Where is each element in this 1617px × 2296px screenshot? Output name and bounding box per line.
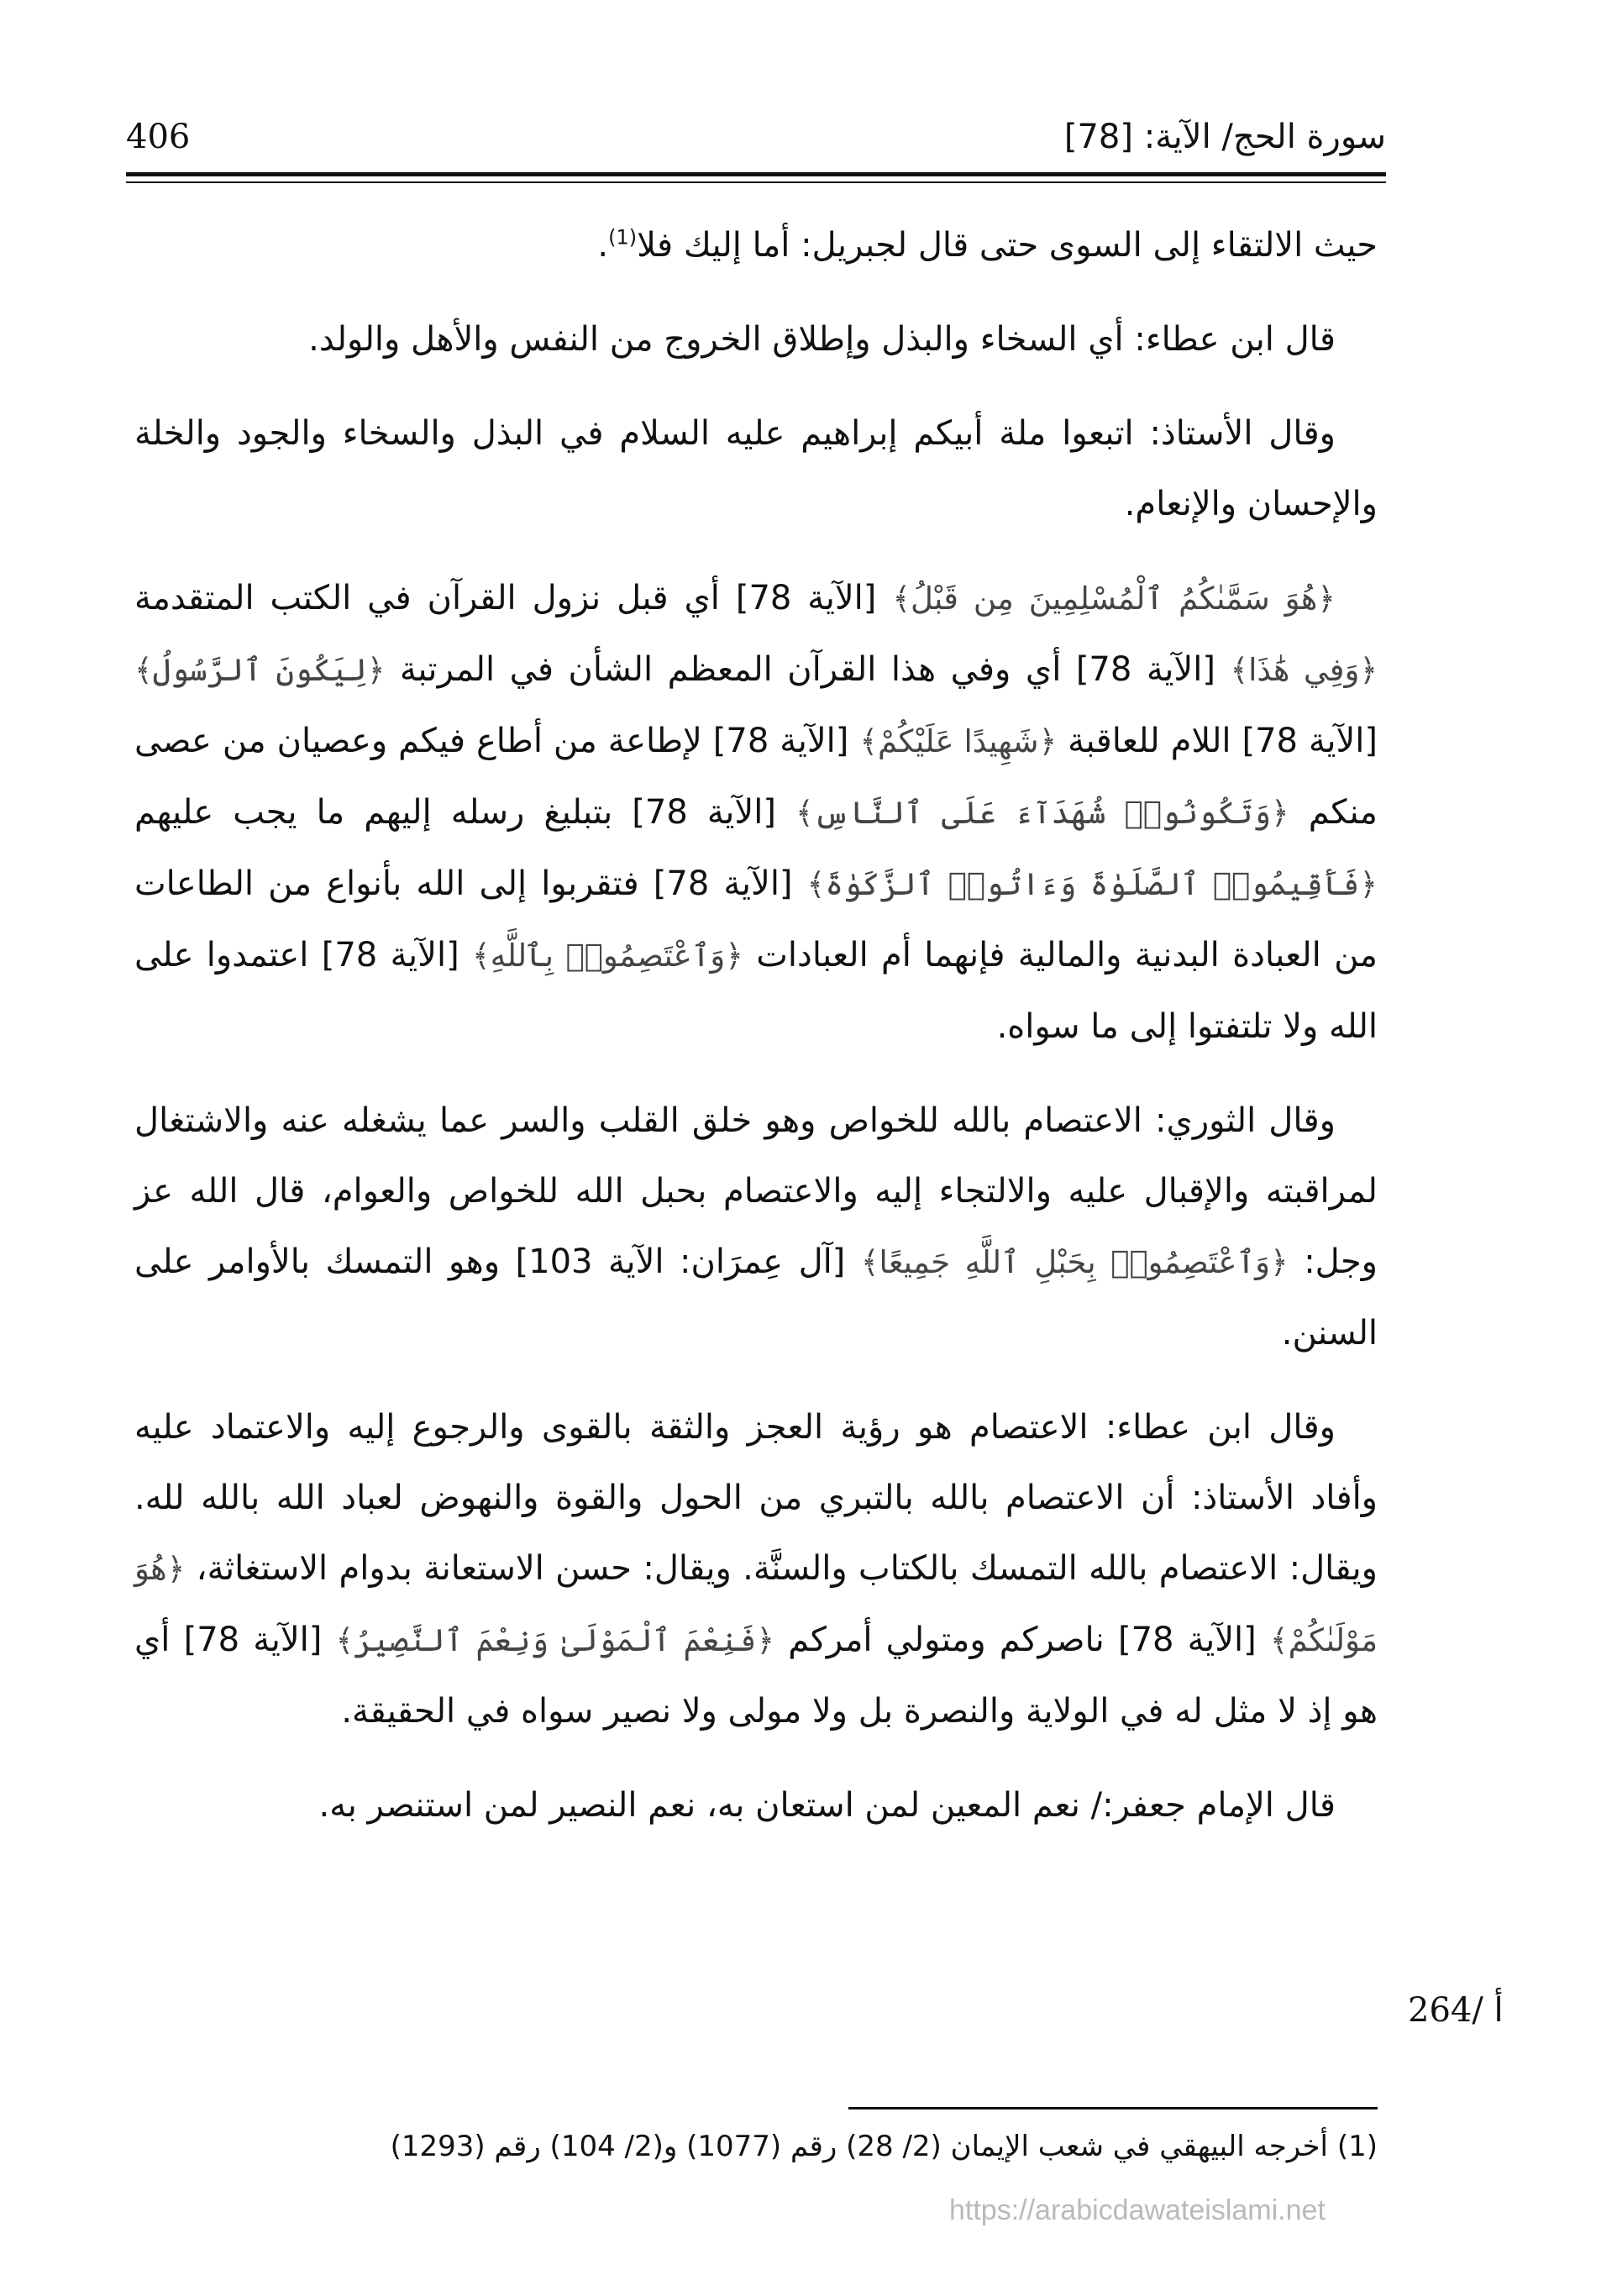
quran-verse: ﴿فَأَقِيمُوا۟ ٱلصَّلَوٰةَ وَءَاتُوا۟ ٱلزَّكَوٰةَ﴾ bbox=[806, 866, 1378, 902]
paragraph bbox=[134, 398, 1378, 539]
text-segment: قال ابن عطاء: أي السخاء والبذل وإطلاق الخروج من النفس والأهل والولد. bbox=[308, 320, 1336, 359]
page-header bbox=[126, 118, 1386, 168]
footnote-marker: (1) bbox=[608, 225, 638, 250]
text-segment: [الآية 78] لإطاعة من أطاع فيكم وعصيان من عصى منكم bbox=[134, 722, 1378, 832]
text-segment: . bbox=[597, 226, 609, 265]
text-segment: وقال الأستاذ: اتبعوا ملة أبيكم إبراهيم عليه السلام في البذل والسخاء والجود والخلة والإحسان والإنعام. bbox=[134, 414, 1378, 523]
watermark-url: https://arabicdawateislami.net bbox=[949, 2194, 1326, 2226]
text-segment: [الآية 78] فتقربوا إلى الله بأنواع من الطاعات من العبادة البدنية والمالية فإنهما أم العبادات bbox=[134, 864, 1378, 975]
quran-verse: ﴿وَٱعْتَصِمُوا۟ بِحَبْلِ ٱللَّهِ جَمِيعًا﴾ bbox=[860, 1244, 1289, 1280]
text-segment: حيث الالتقاء إلى السوى حتى قال لجبريل: أما إليك فلا bbox=[637, 226, 1378, 265]
margin-folio-note: 264/ أ bbox=[1408, 1991, 1504, 2030]
quran-verse: ﴿لِيَكُونَ ٱلرَّسُولُ﴾ bbox=[134, 652, 386, 688]
running-title: سورة الحج/ الآية: [78] bbox=[1063, 118, 1386, 156]
body-text bbox=[134, 210, 1378, 1864]
quran-verse: ﴿هُوَ مَوْلَىٰكُمْ﴾ bbox=[134, 1551, 1378, 1658]
text-segment: [الآية 78] أي قبل نزول القرآن في الكتب المتقدمة bbox=[134, 579, 893, 617]
paragraph bbox=[134, 304, 1378, 375]
quran-verse: ﴿فَنِعْمَ ٱلْمَوْلَىٰ وَنِعْمَ ٱلنَّصِيرُ﴾ bbox=[335, 1622, 775, 1658]
paragraph bbox=[134, 1392, 1378, 1747]
quran-verse: ﴿وَفِي هَٰذَا﴾ bbox=[1230, 652, 1378, 688]
text-segment: [الآية 78] اللام للعاقبة bbox=[1057, 722, 1378, 760]
text-segment: [الآية 78] اعتمدوا على الله ولا تلتفتوا إلى ما سواه. bbox=[134, 936, 1378, 1046]
page-number: 406 bbox=[126, 118, 191, 156]
quran-verse: ﴿هُوَ سَمَّىٰكُمُ ٱلْمُسْلِمِينَ مِن قَبْلُ﴾ bbox=[892, 581, 1336, 617]
footnote: (1) أخرجه البيهقي في شعب الإيمان (2/ 28) رقم (1077) و(2/ 104) رقم (1293) bbox=[390, 2130, 1378, 2163]
text-segment: وقال الثوري: الاعتصام بالله للخواص وهو خلق القلب والسر عما يشغله عنه والاشتغال لمراقبته والإقبال عليه والالتجاء إليه والاعتصام بحبل الله للخواص والعوام، قال الله عز وجل: bbox=[134, 1101, 1378, 1281]
text-segment: [الآية 78] أي هو إذ لا مثل له في الولاية والنصرة بل ولا مولى ولا نصير سواه في الحقيقة. bbox=[134, 1621, 1378, 1731]
header-rule-thick bbox=[126, 172, 1386, 176]
quran-verse: ﴿وَتَكُونُوا۟ شُهَدَآءَ عَلَى ٱلنَّاسِ﴾ bbox=[795, 795, 1289, 831]
quran-verse: ﴿شَهِيدًا عَلَيْكُمْ﴾ bbox=[859, 723, 1058, 759]
text-segment: [الآية 78] بتبليغ رسله إليهم ما يجب عليهم bbox=[134, 793, 796, 832]
paragraph bbox=[134, 210, 1378, 281]
paragraph bbox=[134, 1085, 1378, 1369]
text-segment: [الآية 78] أي وفي هذا القرآن المعظم الشأن في المرتبة bbox=[385, 650, 1231, 689]
paragraph bbox=[134, 563, 1378, 1062]
text-segment: [الآية 78] ناصركم ومتولي أمركم bbox=[774, 1621, 1270, 1659]
quran-verse: ﴿وَٱعْتَصِمُوا۟ بِٱللَّهِ﴾ bbox=[472, 938, 743, 974]
text-segment: قال الإمام جعفر:/ نعم المعين لمن استعان به، نعم النصير لمن استنصر به. bbox=[318, 1786, 1336, 1825]
paragraph bbox=[134, 1770, 1378, 1841]
header-rule-thin bbox=[126, 181, 1386, 183]
footnote-separator bbox=[848, 2107, 1378, 2109]
text-segment: [آل عِمرَان: الآية 103] وهو التمسك بالأوامر على السنن. bbox=[134, 1243, 1378, 1353]
text-segment: وقال ابن عطاء: الاعتصام هو رؤية العجز والثقة بالقوى والرجوع إليه والاعتماد عليه وأفاد الأستاذ: أن الاعتصام بالله بالتبري من الحول والقوة والنهوض لعباد الله بالله لله. ويقال: الاعتصام بالله التمسك بالكتاب والسنَّة. ويقال: حسن الاستعانة بدوام الاستغاثة، bbox=[134, 1408, 1378, 1588]
